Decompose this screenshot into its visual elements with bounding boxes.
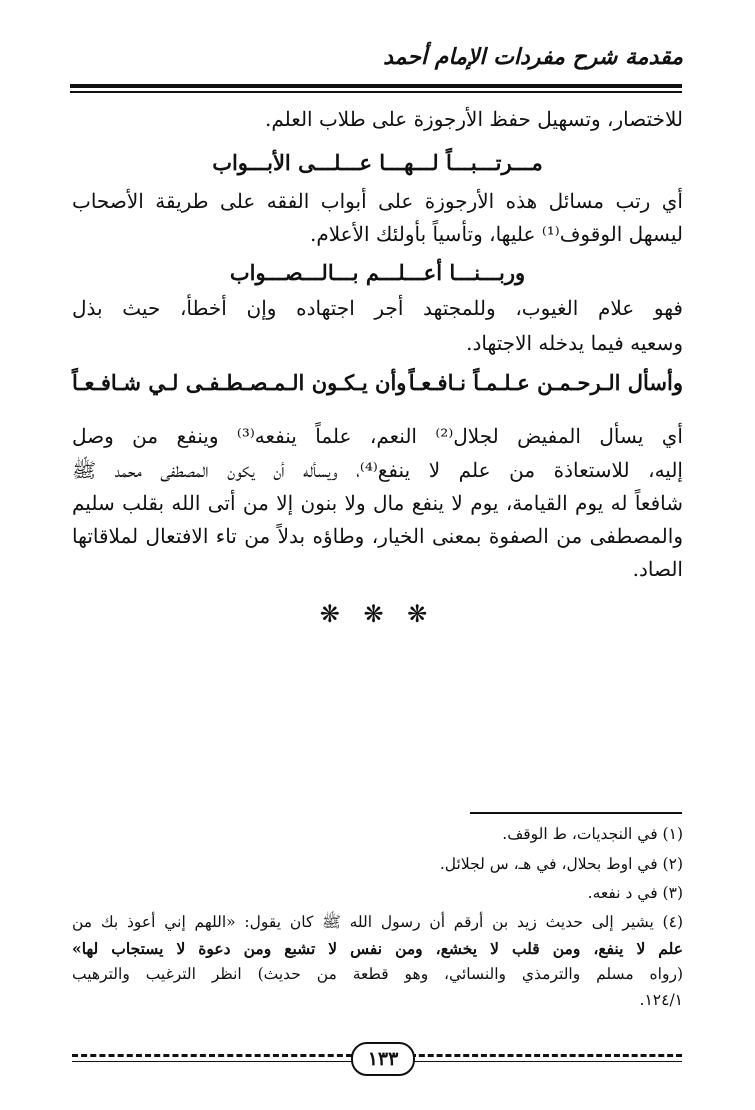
footnote-2: (٢) في اوط بحلال، في هـ، س لجلائل.: [439, 855, 683, 873]
text-line-7: إليه، للاستعاذة من علم لا ينفع⁽⁴⁾، ويسأله أن يكون المصطفى محمد ﷺ: [72, 458, 683, 482]
verse-3: [72, 368, 683, 398]
footer-rule-right-thin: [410, 1061, 682, 1062]
header-rule-thick: [70, 84, 682, 88]
page-number: ١٣٣: [351, 1042, 415, 1076]
verse-2: وربـــنـــا أعـــلـــم بـــالـــصـــواب: [229, 260, 526, 285]
footer-rule-left: [72, 1054, 352, 1057]
footnote-4-line-4: ١٢٤/١.: [639, 991, 683, 1009]
text-line-10: الصاد.: [632, 557, 683, 581]
text-line-3: ليسهل الوقوف⁽¹⁾ عليها، وتأسياً بأولئك الأعلام.: [309, 222, 683, 246]
verse-1: مـــرتـــبـــاً لـــهـــا عـــلـــى الأبـــواب: [212, 150, 543, 175]
footer-rule-right: [410, 1054, 682, 1057]
footnote-4-line-2: علم لا ينفع، ومن قلب لا يخشع، ومن نفس لا تشبع ومن دعوة لا يستجاب لها»: [72, 939, 683, 958]
section-divider-stars: ❋ ❋ ❋: [319, 600, 436, 628]
footnote-1: (١) في النجديات، ط الوقف.: [502, 825, 683, 843]
footnote-3: (٣) في د نفعه.: [587, 884, 683, 902]
footnote-4-line-3: (رواه مسلم والترمذي والنسائي، وهو قطعة من حديث) انظر الترغيب والترهيب: [72, 965, 683, 983]
header-rule-thin: [70, 91, 682, 93]
verse-3-second-hemistich: وأن يـكـون الـمـصـطـفـى لـي شـافـعـاً: [72, 370, 407, 395]
running-header-title: مقدمة شرح مفردات الإمام أحمد: [383, 44, 683, 70]
text-line-6: أي يسأل المفيض لجلال⁽²⁾ النعم، علماً ينفعه⁽³⁾ وينفع من وصل: [72, 424, 683, 448]
text-line-5: وسعيه فيما يدخله الاجتهاد.: [466, 331, 683, 355]
text-line-4: فهو علام الغيوب، وللمجتهد أجر اجتهاده وإن أخطأ، حيث بذل: [72, 296, 683, 320]
text-line-8: شافعاً له يوم القيامة، يوم لا ينفع مال ولا بنون إلا من أتى الله بقلب سليم: [72, 491, 683, 515]
text-line-1: للاختصار، وتسهيل حفظ الأرجوزة على طلاب العلم.: [265, 107, 683, 131]
footnote-separator: [470, 812, 682, 814]
footer-rule-left-thin: [72, 1061, 352, 1062]
verse-3-first-hemistich: وأسأل الـرحـمـن عـلـمـاً نـافـعـاً: [408, 370, 683, 395]
text-line-2: أي رتب مسائل هذه الأرجوزة على أبواب الفقه على طريقة الأصحاب: [72, 189, 683, 213]
text-line-9: والمصطفى من الصفوة بمعنى الخيار، وطاؤه بدلاً من تاء الافتعال لملاقاتها: [72, 524, 683, 548]
footnote-4-line-1: (٤) يشير إلى حديث زيد بن أرقم أن رسول الله ﷺ كان يقول: «اللهم إني أعوذ بك من: [72, 913, 683, 931]
